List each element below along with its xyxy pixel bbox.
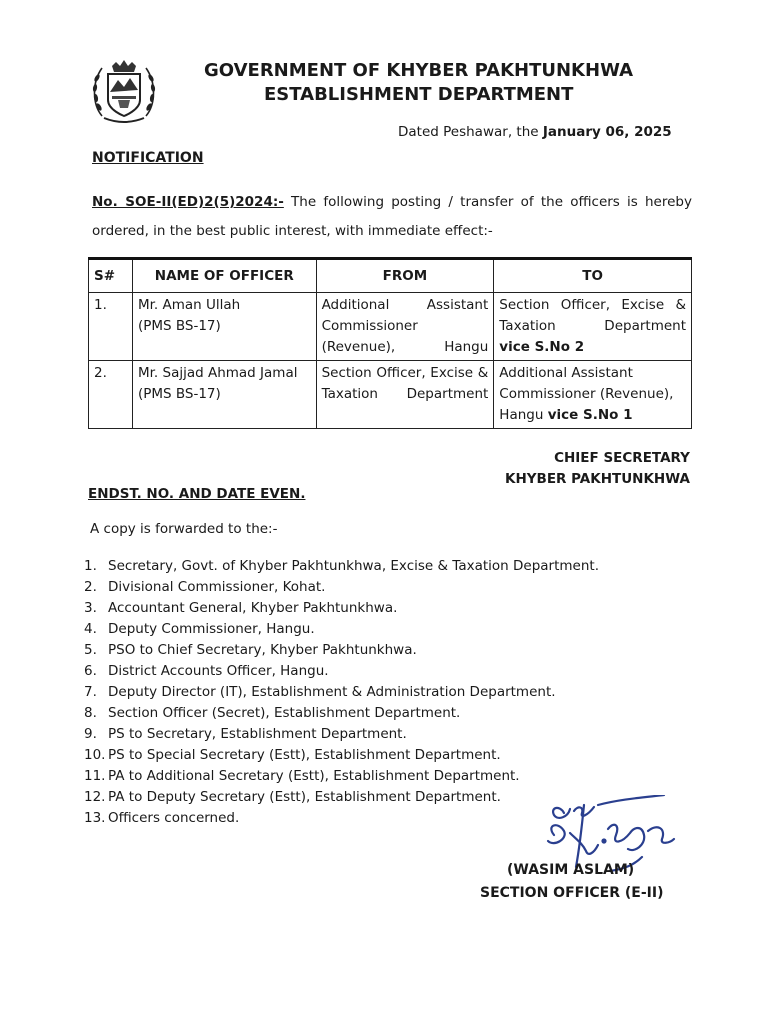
list-item-number: 9. (84, 726, 97, 742)
officer-grade: (PMS BS-17) (137, 318, 221, 334)
list-item-text: Deputy Director (IT), Establishment & Administration Department. (108, 684, 556, 700)
list-item (84, 787, 599, 808)
list-item (84, 661, 599, 682)
row-to: Section Officer, Excise & Taxation Department (499, 297, 686, 334)
list-item (84, 556, 599, 577)
department-title: ESTABLISHMENT DEPARTMENT (264, 84, 574, 105)
list-item (84, 577, 599, 598)
row-name-cell (132, 361, 316, 429)
signatory-name: (WASIM ASLAM) (507, 862, 635, 878)
list-item (84, 766, 599, 787)
list-item-number: 3. (84, 600, 97, 616)
list-item-text: Deputy Commissioner, Hangu. (108, 621, 315, 637)
list-item-text: Officers concerned. (108, 810, 240, 826)
dated-prefix: Dated Peshawar, the (398, 124, 543, 140)
chief-secretary-block (505, 448, 690, 490)
list-item-text: Secretary, Govt. of Khyber Pakhtunkhwa, Excise & Taxation Department. (108, 558, 599, 574)
list-item-number: 8. (84, 705, 97, 721)
header-sno: S# (89, 259, 133, 293)
list-item (84, 598, 599, 619)
list-item (84, 724, 599, 745)
list-item (84, 640, 599, 661)
list-item-text: PSO to Chief Secretary, Khyber Pakhtunkhwa. (108, 642, 417, 658)
header-name: NAME OF OFFICER (132, 259, 316, 293)
signatory-designation: SECTION OFFICER (E-II) (480, 885, 664, 901)
row-vice: vice S.No 1 (547, 407, 633, 423)
order-number: No. SOE-II(ED)2(5)2024:- (92, 194, 284, 210)
list-item-number: 13. (84, 810, 106, 826)
government-title: GOVERNMENT OF KHYBER PAKHTUNKHWA (204, 60, 634, 81)
copy-list (84, 556, 599, 829)
table-row (89, 361, 692, 429)
list-item-number: 2. (84, 579, 97, 595)
list-item (84, 703, 599, 724)
row-vice: vice S.No 2 (499, 339, 585, 355)
dated-date: January 06, 2025 (542, 124, 672, 140)
list-item-text: Accountant General, Khyber Pakhtunkhwa. (108, 600, 398, 616)
list-item (84, 745, 599, 766)
list-item-number: 10. (84, 747, 106, 763)
list-item-text: Divisional Commissioner, Kohat. (108, 579, 326, 595)
posting-table (88, 257, 692, 429)
order-text: The following posting / transfer of the officers is hereby ordered, in the best public interest, with immediate effect:- (92, 194, 692, 239)
table-row (89, 293, 692, 361)
row-to-cell (494, 361, 692, 429)
header-from: FROM (316, 259, 494, 293)
row-name-cell (132, 293, 316, 361)
list-item-number: 12. (84, 789, 106, 805)
row-from: Section Officer, Excise & Taxation Department (316, 361, 494, 429)
list-item-number: 11. (84, 768, 106, 784)
list-item-number: 4. (84, 621, 97, 637)
row-to: Additional Assistant Commissioner (Revenue), Hangu (499, 365, 674, 423)
list-item-text: PS to Special Secretary (Estt), Establishment Department. (108, 747, 501, 763)
list-item-number: 1. (84, 558, 97, 574)
list-item (84, 619, 599, 640)
chief-secretary-title: CHIEF SECRETARY (554, 450, 690, 466)
row-sno: 1. (89, 293, 133, 361)
list-item-text: District Accounts Officer, Hangu. (108, 663, 329, 679)
officer-name: Mr. Aman Ullah (137, 297, 241, 313)
table-header-row (89, 259, 692, 293)
endorsement-heading: ENDST. NO. AND DATE EVEN. (88, 486, 306, 502)
header-to: TO (494, 259, 692, 293)
list-item-number: 7. (84, 684, 97, 700)
government-emblem-icon (88, 56, 160, 128)
list-item-text: Section Officer (Secret), Establishment Department. (108, 705, 461, 721)
officer-grade: (PMS BS-17) (137, 386, 221, 402)
list-item (84, 808, 599, 829)
row-to-cell (494, 293, 692, 361)
chief-secretary-province: KHYBER PAKHTUNKHWA (505, 471, 690, 487)
list-item (84, 682, 599, 703)
dated-line (398, 124, 672, 140)
notification-heading: NOTIFICATION (92, 150, 204, 166)
order-paragraph (92, 188, 692, 246)
list-item-text: PA to Additional Secretary (Estt), Establishment Department. (108, 768, 520, 784)
list-item-text: PS to Secretary, Establishment Department. (108, 726, 407, 742)
list-item-number: 5. (84, 642, 97, 658)
list-item-text: PA to Deputy Secretary (Estt), Establishment Department. (108, 789, 501, 805)
row-from: Additional Assistant Commissioner (Revenue), Hangu (316, 293, 494, 361)
copy-intro: A copy is forwarded to the:- (90, 521, 278, 537)
list-item-number: 6. (84, 663, 97, 679)
row-sno: 2. (89, 361, 133, 429)
officer-name: Mr. Sajjad Ahmad Jamal (137, 365, 298, 381)
